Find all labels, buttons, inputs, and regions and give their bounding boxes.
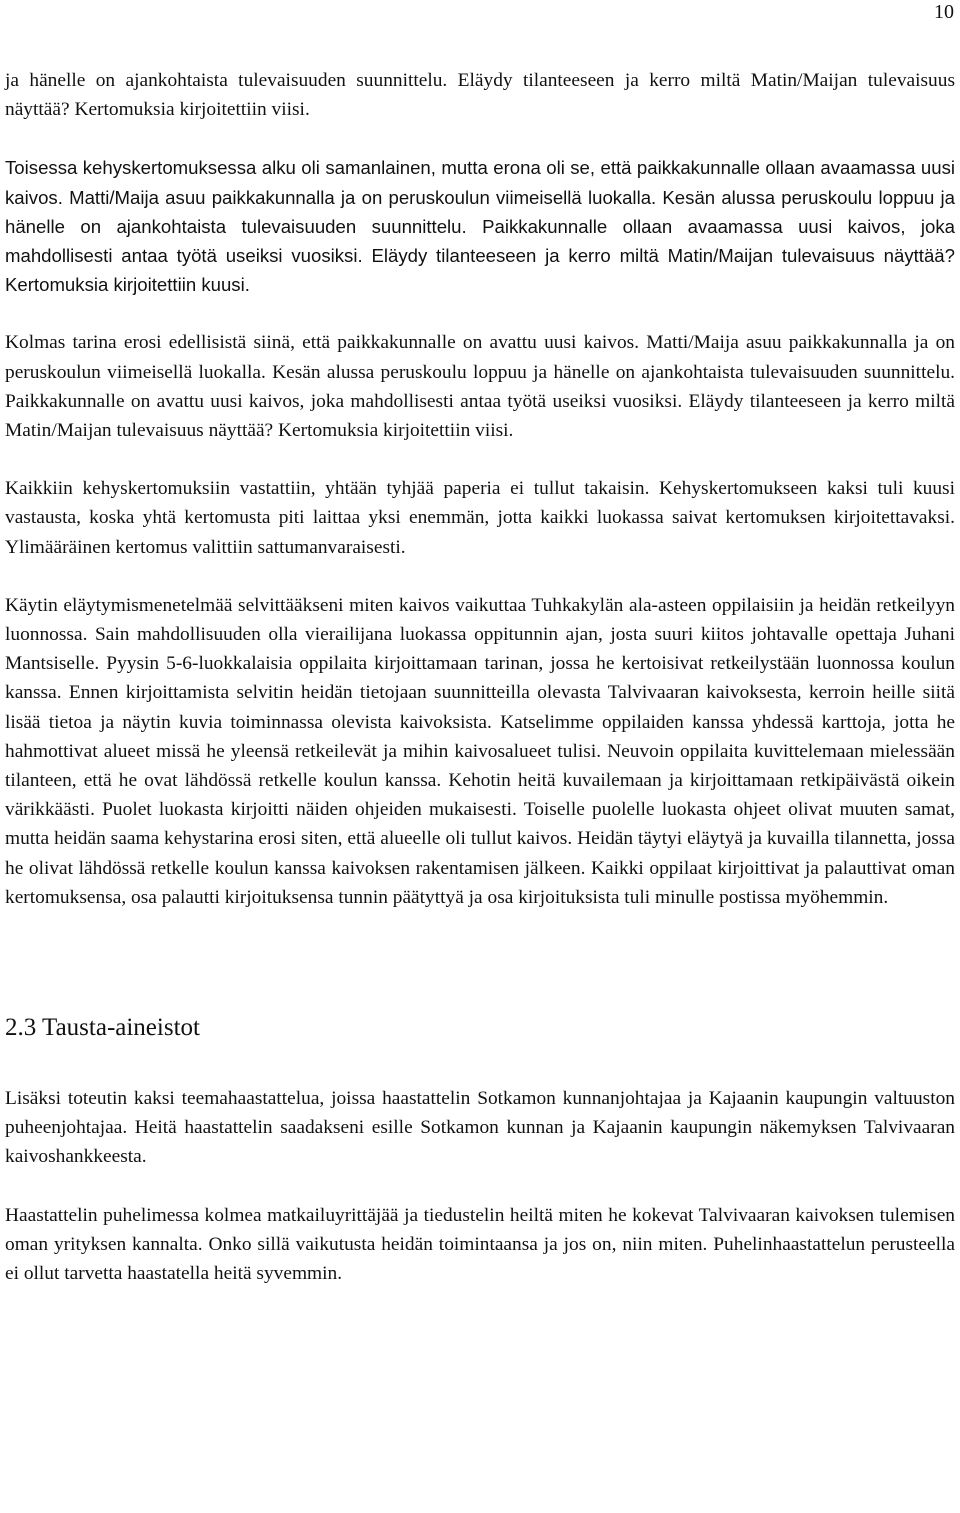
- page-number: 10: [934, 1, 954, 23]
- section-paragraph-2: Haastattelin puhelimessa kolmea matkailuyrittäjää ja tiedustelin heiltä miten he kokevat Talvivaaran kaivoksen tulemisen oman yrityksen kannalta. Onko sillä vaikutusta heidän toimintaansa ja jos on, niin miten. Puhelinhaastattelun perusteella ei ollut tarvetta haastatella heitä syvemmin.: [5, 1204, 955, 1285]
- paragraph-3: Kolmas tarina erosi edellisistä siinä, että paikkakunnalle on avattu uusi kaivos. Matti/Maija asuu paikkakunnalla ja on peruskoulun viimeisellä luokalla. Kesän alussa peruskoulu loppuu ja hänelle on ajankohtaista tulevaisuuden suunnittelu. Paikkakunnalle on avattu uusi kaivos, joka mahdollisesti antaa työtä useiksi vuosiksi. Eläydy tilanteeseen ja kerro miltä Matin/Maijan tulevaisuus näyttää? Kertomuksia kirjoitettiin viisi.: [5, 332, 955, 442]
- paragraph-5: Käytin eläytymismenetelmää selvittääkseni miten kaivos vaikuttaa Tuhkakylän ala-asteen oppilaisiin ja heidän retkeilyyn luonnossa. Sain mahdollisuuden olla vierailijana luokassa oppitunnin ajan, josta suuri kiitos johtavalle opettaja Juhani Mantsiselle. Pyysin 5-6-luokkalaisia oppilaita kirjoittamaan tarinan, jossa he kertoisivat retkeilystään luonnossa koulun kanssa. Ennen kirjoittamista selvitin heidän tietojaan suunnitteilla olevasta Talvivaaran kaivoksesta, kerroin heille siitä lisää tietoa ja näytin kuvia toiminnassa olevista kaivoksista. Katselimme oppilaiden kanssa yhdessä karttoja, jotta he hahmottivat alueet missä he yleensä retkeilevät ja mihin kaivosalueet tulisi. Neuvoin oppilaita kuvittelemaan mielessään tilanteen, että he ovat lähdössä retkelle koulun kanssa. Kehotin heitä kuvailemaan ja kirjoittamaan retkipäivästä oikein värikkäästi. Puolet luokasta kirjoitti näiden ohjeiden mukaisesti. Toiselle puolelle luokasta ohjeet olivat muuten samat, mutta heidän saama kehystarina erosi siten, että alueelle oli tullut kaivos. Heidän täytyi eläytyä ja kuvailla tilannetta, jossa he olivat lähdössä retkelle koulun kanssa kaivoksen rakentamisen jälkeen. Kaikki oppilaat kirjoittivat ja palauttivat oman kertomuksensa, osa palautti kirjoituksensa tunnin päätyttyä ja osa kirjoituksista tuli minulle postissa myöhemmin.: [5, 594, 955, 908]
- paragraph-4: Kaikkiin kehyskertomuksiin vastattiin, yhtään tyhjää paperia ei tullut takaisin. Kehyskertomukseen kaksi tuli kuusi vastausta, koska yhtä kertomusta piti laittaa yksi enemmän, jotta kaikki luokassa saivat kertomuksen kirjoitettavaksi. Ylimääräinen kertomus valittiin sattumanvaraisesti.: [5, 478, 955, 558]
- section-paragraph-1: Lisäksi toteutin kaksi teemahaastattelua, joissa haastattelin Sotkamon kunnanjohtajaa ja Kajaanin kaupungin valtuuston puheenjohtajaa. Heitä haastattelin saadakseni esille Sotkamon kunnan ja Kajaanin kaupungin näkemyksen Talvivaaran kaivoshankkeesta.: [5, 1088, 955, 1168]
- document-body: [5, 66, 955, 1288]
- paragraph-1: ja hänelle on ajankohtaista tulevaisuuden suunnittelu. Eläydy tilanteeseen ja kerro miltä Matin/Maijan tulevaisuus näyttää? Kertomuksia kirjoitettiin viisi.: [5, 70, 955, 121]
- paragraph-2: Toisessa kehyskertomuksessa alku oli samanlainen, mutta erona oli se, että paikkakunnalle ollaan avaamassa uusi kaivos. Matti/Maija asuu paikkakunnalla ja on peruskoulun viimeisellä luokalla. Kesän alussa peruskoulu loppuu ja hänelle on ajankohtaista tulevaisuuden suunnittelu. Paikkakunnalle ollaan avaamassa uusi kaivos, joka mahdollisesti antaa työtä useiksi vuosiksi. Eläydy tilanteeseen ja kerro miltä Matin/Maijan tulevaisuus näyttää? Kertomuksia kirjoitettiin kuusi.: [5, 157, 955, 296]
- section-heading: 2.3 Tausta-aineistot: [5, 1014, 200, 1042]
